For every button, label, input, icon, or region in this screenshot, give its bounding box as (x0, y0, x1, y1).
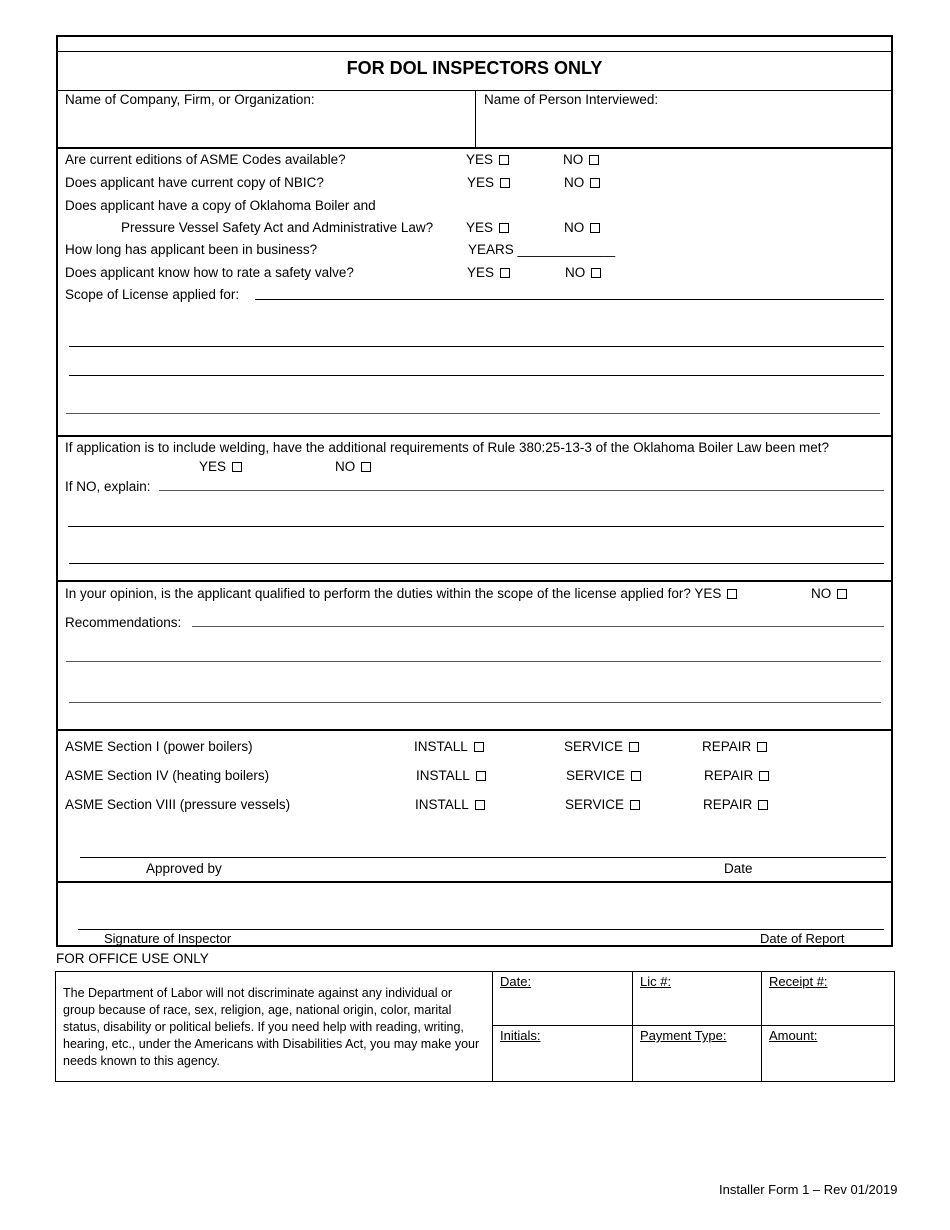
recommendations-label: Recommendations: (65, 615, 182, 630)
section-viii-install: INSTALL (415, 797, 485, 813)
q1-yes-checkbox[interactable] (499, 155, 509, 165)
signature-line[interactable] (78, 929, 884, 930)
scope-label: Scope of License applied for: (65, 287, 240, 302)
questions-divider (56, 147, 893, 149)
q5-yes: YES (467, 265, 510, 281)
section-iv-service: SERVICE (566, 768, 641, 784)
person-interviewed-field[interactable] (477, 110, 890, 145)
section-i-repair-checkbox[interactable] (757, 742, 767, 752)
welding-yes-checkbox[interactable] (232, 462, 242, 472)
recommendations-line-1[interactable] (192, 626, 884, 627)
office-col-divider-3 (761, 971, 762, 1082)
recommendations-line-2[interactable] (66, 661, 881, 662)
signature-label: Signature of Inspector (104, 931, 232, 946)
section-viii-install-checkbox[interactable] (475, 800, 485, 810)
years-field[interactable]: YEARS _____________ (468, 242, 616, 257)
q5-yes-checkbox[interactable] (500, 268, 510, 278)
section-iv-repair-checkbox[interactable] (759, 771, 769, 781)
section-viii-service: SERVICE (565, 797, 640, 813)
opinion-no: NO (811, 586, 847, 602)
explain-line-2[interactable] (68, 526, 884, 527)
q2-yes-checkbox[interactable] (500, 178, 510, 188)
date-of-report-label: Date of Report (760, 931, 845, 946)
q5-no-checkbox[interactable] (591, 268, 601, 278)
opinion-divider (56, 580, 893, 582)
section-viii-service-checkbox[interactable] (630, 800, 640, 810)
signature-divider (56, 881, 893, 883)
q2-yes: YES (467, 175, 510, 191)
office-initials-label: Initials: (500, 1028, 541, 1043)
if-no-explain-label: If NO, explain: (65, 479, 151, 494)
section-viii-label: ASME Section VIII (pressure vessels) (65, 797, 291, 812)
section-i-install: INSTALL (414, 739, 484, 755)
section-iv-install: INSTALL (416, 768, 486, 784)
welding-no: NO (335, 459, 371, 475)
section-iv-label: ASME Section IV (heating boilers) (65, 768, 270, 783)
scope-line-2[interactable] (69, 346, 884, 347)
form-title: FOR DOL INSPECTORS ONLY (346, 58, 603, 78)
section-iv-install-checkbox[interactable] (476, 771, 486, 781)
office-use-label: FOR OFFICE USE ONLY (56, 951, 209, 966)
section-i-service-checkbox[interactable] (629, 742, 639, 752)
office-date-label: Date: (500, 974, 532, 989)
company-name-label: Name of Company, Firm, or Organization: (65, 92, 315, 107)
q2-no-checkbox[interactable] (590, 178, 600, 188)
q1-no: NO (563, 152, 599, 168)
section-i-service: SERVICE (564, 739, 639, 755)
top-band-line (56, 51, 893, 52)
question-oklahoma-law-line1: Does applicant have a copy of Oklahoma Boiler and (65, 198, 376, 213)
recommendations-line-3[interactable] (69, 702, 881, 703)
section-i-label: ASME Section I (power boilers) (65, 739, 253, 754)
office-row-divider (492, 1025, 895, 1026)
q3-no-checkbox[interactable] (590, 223, 600, 233)
form-revision-footer: Installer Form 1 – Rev 01/2019 (719, 1182, 898, 1197)
opinion-question: In your opinion, is the applicant qualified to perform the duties within the scope of the license applied for? YES (65, 586, 737, 602)
office-lic-label: Lic #: (640, 974, 672, 989)
person-interviewed-label: Name of Person Interviewed: (484, 92, 659, 107)
q3-no: NO (564, 220, 600, 236)
welding-divider (56, 435, 893, 437)
q3-yes-checkbox[interactable] (499, 223, 509, 233)
scope-line-3[interactable] (69, 375, 884, 376)
question-safety-valve: Does applicant know how to rate a safety valve? (65, 265, 354, 280)
office-col-divider-2 (632, 971, 633, 1082)
opinion-no-checkbox[interactable] (837, 589, 847, 599)
question-asme-codes: Are current editions of ASME Codes available? (65, 152, 346, 167)
q5-no: NO (565, 265, 601, 281)
question-nbic: Does applicant have current copy of NBIC? (65, 175, 324, 190)
scope-line-4[interactable] (66, 413, 880, 414)
question-oklahoma-law-line2: Pressure Vessel Safety Act and Administrative Law? (121, 220, 434, 235)
welding-question: If application is to include welding, have the additional requirements of Rule 380:25-13-3 of the Oklahoma Boiler Law been met? (65, 440, 829, 455)
opinion-yes-checkbox[interactable] (727, 589, 737, 599)
office-col-divider-1 (492, 971, 493, 1082)
company-name-field[interactable] (58, 110, 473, 145)
section-viii-repair-checkbox[interactable] (758, 800, 768, 810)
approval-date-label: Date (724, 861, 753, 876)
office-receipt-label: Receipt #: (769, 974, 828, 989)
approval-line[interactable] (80, 857, 886, 858)
section-i-repair: REPAIR (702, 739, 767, 755)
non-discrimination-notice: The Department of Labor will not discriminate against any individual or group because of race, sex, religion, age, national origin, color, marital status, disability or political beliefs. If you need help with reading, writing, hearing, etc., under the Americans with Disabilities Act, you may make your needs known to this agency. (63, 986, 480, 1068)
explain-line-1[interactable] (159, 490, 884, 491)
explain-line-3[interactable] (69, 563, 884, 564)
section-i-install-checkbox[interactable] (474, 742, 484, 752)
scope-line-1[interactable] (255, 299, 884, 300)
q1-no-checkbox[interactable] (589, 155, 599, 165)
name-fields-divider (475, 90, 476, 147)
sections-divider (56, 729, 893, 731)
welding-yes: YES (199, 459, 242, 475)
office-payment-type-label: Payment Type: (640, 1028, 727, 1043)
office-amount-label: Amount: (769, 1028, 818, 1043)
welding-no-checkbox[interactable] (361, 462, 371, 472)
q1-yes: YES (466, 152, 509, 168)
section-iv-service-checkbox[interactable] (631, 771, 641, 781)
section-iv-repair: REPAIR (704, 768, 769, 784)
q3-yes: YES (466, 220, 509, 236)
section-viii-repair: REPAIR (703, 797, 768, 813)
question-years-in-business: How long has applicant been in business? (65, 242, 318, 257)
approved-by-label: Approved by (146, 861, 222, 876)
q2-no: NO (564, 175, 600, 191)
